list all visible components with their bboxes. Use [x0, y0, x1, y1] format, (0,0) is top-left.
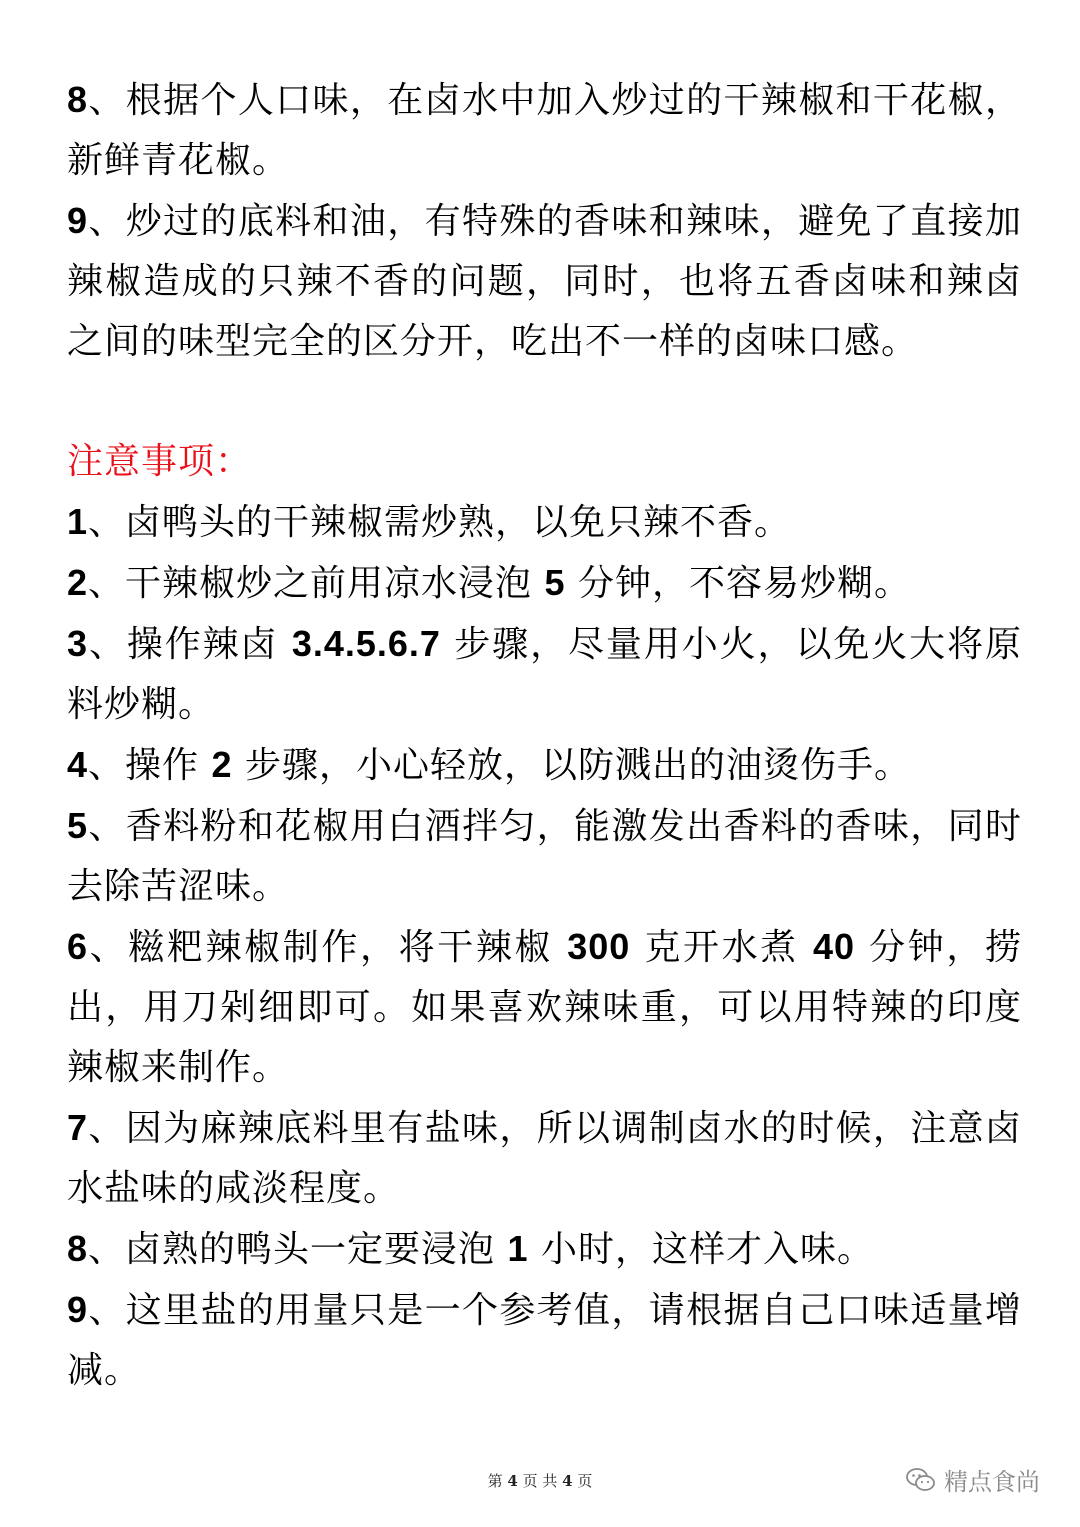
item-text: 、糍粑辣椒制作，将干辣椒: [88, 927, 568, 968]
item-number: 8: [67, 1228, 89, 1269]
total-pages: 4: [562, 1472, 573, 1490]
item-text: 、操作辣卤: [88, 624, 292, 665]
inline-number: 300: [567, 926, 631, 967]
item-text: 分钟，捞出，用刀剁细即可。如果喜欢辣味重，可以用特辣的印度辣椒来制作。: [67, 927, 1022, 1088]
item-text: 、操作: [88, 745, 212, 786]
note-6: [67, 917, 1022, 1098]
item-text: 、因为麻辣底料里有盐味，所以调制卤水的时候，注意卤水盐味的咸淡程度。: [67, 1108, 1022, 1209]
note-4: [67, 735, 1022, 796]
document-body: [67, 70, 1022, 1401]
item-text: 克开水煮: [630, 927, 813, 968]
item-text: 、卤鸭头的干辣椒需炒熟，以免只辣不香。: [88, 502, 792, 543]
item-text: 、干辣椒炒之前用凉水浸泡: [88, 563, 545, 604]
note-3: [67, 614, 1022, 735]
item-text: 、香料粉和花椒用白酒拌匀，能激发出香料的香味，同时去除苦涩味。: [67, 806, 1022, 907]
inline-number: 2: [211, 744, 233, 785]
note-7: [67, 1098, 1022, 1219]
item-number: 6: [67, 926, 89, 967]
item-text: 小时，这样才入味。: [528, 1229, 874, 1270]
watermark: [906, 1462, 1040, 1497]
notes-heading: 注意事项：: [67, 441, 253, 482]
watermark-text: 精点食尚: [944, 1468, 1040, 1496]
item-number: 3: [67, 623, 89, 664]
inline-number: 40: [813, 926, 856, 967]
note-2: [67, 553, 1022, 614]
item-number: 4: [67, 744, 89, 785]
paragraph-9: [67, 191, 1022, 372]
item-number: 1: [67, 501, 89, 542]
inline-number: 3.4.5.6.7: [291, 623, 441, 664]
note-1: [67, 492, 1022, 553]
note-8: [67, 1219, 1022, 1280]
item-text: 步骤，尽量用小火，以免火大将原料炒糊。: [67, 624, 1022, 725]
item-text: 步骤，小心轻放，以防溅出的油烫伤手。: [232, 745, 911, 786]
inline-number: 5: [544, 562, 566, 603]
inline-number: 1: [507, 1228, 529, 1269]
item-text: 、卤熟的鸭头一定要浸泡: [88, 1229, 508, 1270]
item-number: 5: [67, 805, 89, 846]
item-text: 、根据个人口味，在卤水中加入炒过的干辣椒和干花椒，新鲜青花椒。: [67, 80, 1022, 181]
page-number: 4: [507, 1472, 518, 1490]
item-number: 9: [67, 1289, 89, 1330]
item-number: 8: [67, 79, 89, 120]
item-number: 9: [67, 200, 89, 241]
footer-prefix: 第: [487, 1472, 503, 1490]
note-5: [67, 796, 1022, 917]
item-number: 2: [67, 562, 89, 603]
item-text: 、炒过的底料和油，有特殊的香味和辣味，避免了直接加辣椒造成的只辣不香的问题，同时，也将五香卤味和辣卤之间的味型完全的区分开，吃出不一样的卤味口感。: [67, 201, 1022, 362]
footer-middle: 页 共: [522, 1472, 558, 1490]
wechat-icon: [906, 1467, 936, 1493]
footer-suffix: 页: [577, 1472, 593, 1490]
note-9: [67, 1280, 1022, 1401]
paragraph-8: [67, 70, 1022, 191]
item-text: 分钟，不容易炒糊。: [565, 563, 911, 604]
item-text: 、这里盐的用量只是一个参考值，请根据自己口味适量增减。: [67, 1290, 1022, 1391]
item-number: 7: [67, 1107, 89, 1148]
